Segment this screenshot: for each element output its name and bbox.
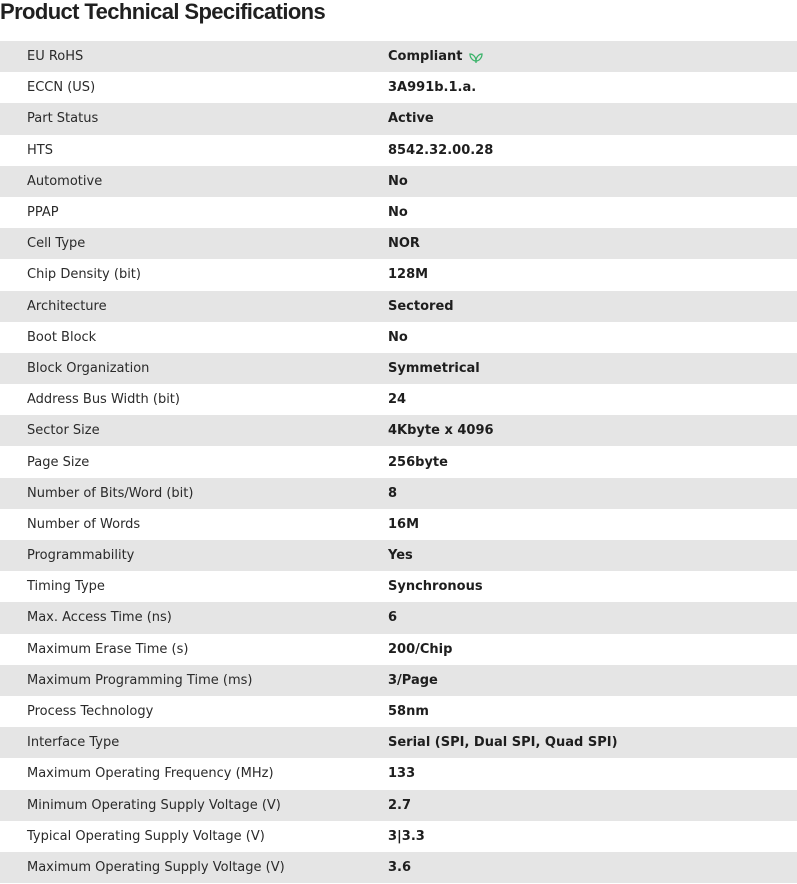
spec-row <box>0 197 797 228</box>
spec-label: Cell Type <box>27 236 86 252</box>
spec-row <box>0 478 797 509</box>
spec-value: 3A991b.1.a. <box>388 80 477 96</box>
spec-label: Boot Block <box>27 329 97 345</box>
spec-label: Programmability <box>27 548 135 564</box>
spec-row <box>0 571 797 602</box>
spec-row <box>0 821 797 852</box>
spec-row <box>0 665 797 696</box>
spec-value <box>388 49 797 64</box>
spec-value: No <box>388 173 408 189</box>
spec-row <box>0 727 797 758</box>
spec-value: 58nm <box>388 704 429 720</box>
spec-row <box>0 852 797 883</box>
spec-label: Address Bus Width (bit) <box>27 392 180 408</box>
spec-row <box>0 415 797 446</box>
spec-value: 6 <box>388 610 398 626</box>
spec-row <box>0 322 797 353</box>
spec-value: Synchronous <box>388 579 483 595</box>
spec-value: 200/Chip <box>388 641 453 657</box>
spec-value: 3.6 <box>388 859 412 875</box>
spec-value: No <box>388 205 408 221</box>
spec-row <box>0 540 797 571</box>
spec-row <box>0 384 797 415</box>
spec-value: 2.7 <box>388 797 412 813</box>
spec-value: NOR <box>388 236 420 252</box>
spec-label: PPAP <box>27 205 59 221</box>
spec-value: Yes <box>388 548 413 564</box>
spec-label: Maximum Programming Time (ms) <box>27 672 253 688</box>
spec-row <box>0 353 797 384</box>
page-title: Product Technical Specifications <box>0 0 326 24</box>
spec-value: 3/Page <box>388 672 438 688</box>
spec-label: EU RoHS <box>27 49 84 65</box>
spec-label: Architecture <box>27 298 107 314</box>
spec-row <box>0 696 797 727</box>
spec-label: Chip Density (bit) <box>27 267 141 283</box>
spec-label: Part Status <box>27 111 99 127</box>
spec-row <box>0 166 797 197</box>
spec-value: 133 <box>388 766 416 782</box>
spec-value: Symmetrical <box>388 360 480 376</box>
spec-label: Block Organization <box>27 360 150 376</box>
spec-value: 8542.32.00.28 <box>388 142 494 158</box>
spec-value: No <box>388 329 408 345</box>
spec-value: Sectored <box>388 298 454 314</box>
spec-row <box>0 602 797 633</box>
spec-value: 128M <box>388 267 429 283</box>
spec-label: ECCN (US) <box>27 80 96 96</box>
spec-row <box>0 758 797 789</box>
spec-label: Process Technology <box>27 704 154 720</box>
spec-value: 8 <box>388 485 398 501</box>
spec-row <box>0 41 797 72</box>
spec-value: Active <box>388 111 434 127</box>
spec-label: Number of Bits/Word (bit) <box>27 485 194 501</box>
spec-value: Serial (SPI, Dual SPI, Quad SPI) <box>388 735 618 751</box>
spec-value: 256byte <box>388 454 448 470</box>
spec-label: Minimum Operating Supply Voltage (V) <box>27 797 281 813</box>
spec-value: 4Kbyte x 4096 <box>388 423 494 439</box>
spec-row <box>0 72 797 103</box>
spec-label: Maximum Erase Time (s) <box>27 641 189 657</box>
spec-label: Automotive <box>27 173 103 189</box>
spec-row <box>0 446 797 477</box>
spec-row <box>0 259 797 290</box>
spec-row <box>0 509 797 540</box>
spec-label: Maximum Operating Frequency (MHz) <box>27 766 274 782</box>
spec-row <box>0 103 797 134</box>
spec-label: Timing Type <box>27 579 105 595</box>
spec-row <box>0 135 797 166</box>
spec-label: Sector Size <box>27 423 100 439</box>
spec-row <box>0 228 797 259</box>
spec-row <box>0 291 797 322</box>
spec-value-text: Compliant <box>388 49 463 65</box>
spec-label: Typical Operating Supply Voltage (V) <box>27 828 265 844</box>
spec-label: Number of Words <box>27 516 141 532</box>
spec-value: 24 <box>388 392 407 408</box>
spec-label: Max. Access Time (ns) <box>27 610 172 626</box>
spec-label: Interface Type <box>27 735 120 751</box>
spec-value: 16M <box>388 516 420 532</box>
spec-row <box>0 790 797 821</box>
leaf-icon <box>469 51 483 63</box>
spec-table <box>0 41 797 883</box>
spec-value: 3|3.3 <box>388 828 425 844</box>
spec-row <box>0 634 797 665</box>
spec-label: Maximum Operating Supply Voltage (V) <box>27 859 285 875</box>
spec-label: HTS <box>27 142 53 158</box>
spec-label: Page Size <box>27 454 90 470</box>
